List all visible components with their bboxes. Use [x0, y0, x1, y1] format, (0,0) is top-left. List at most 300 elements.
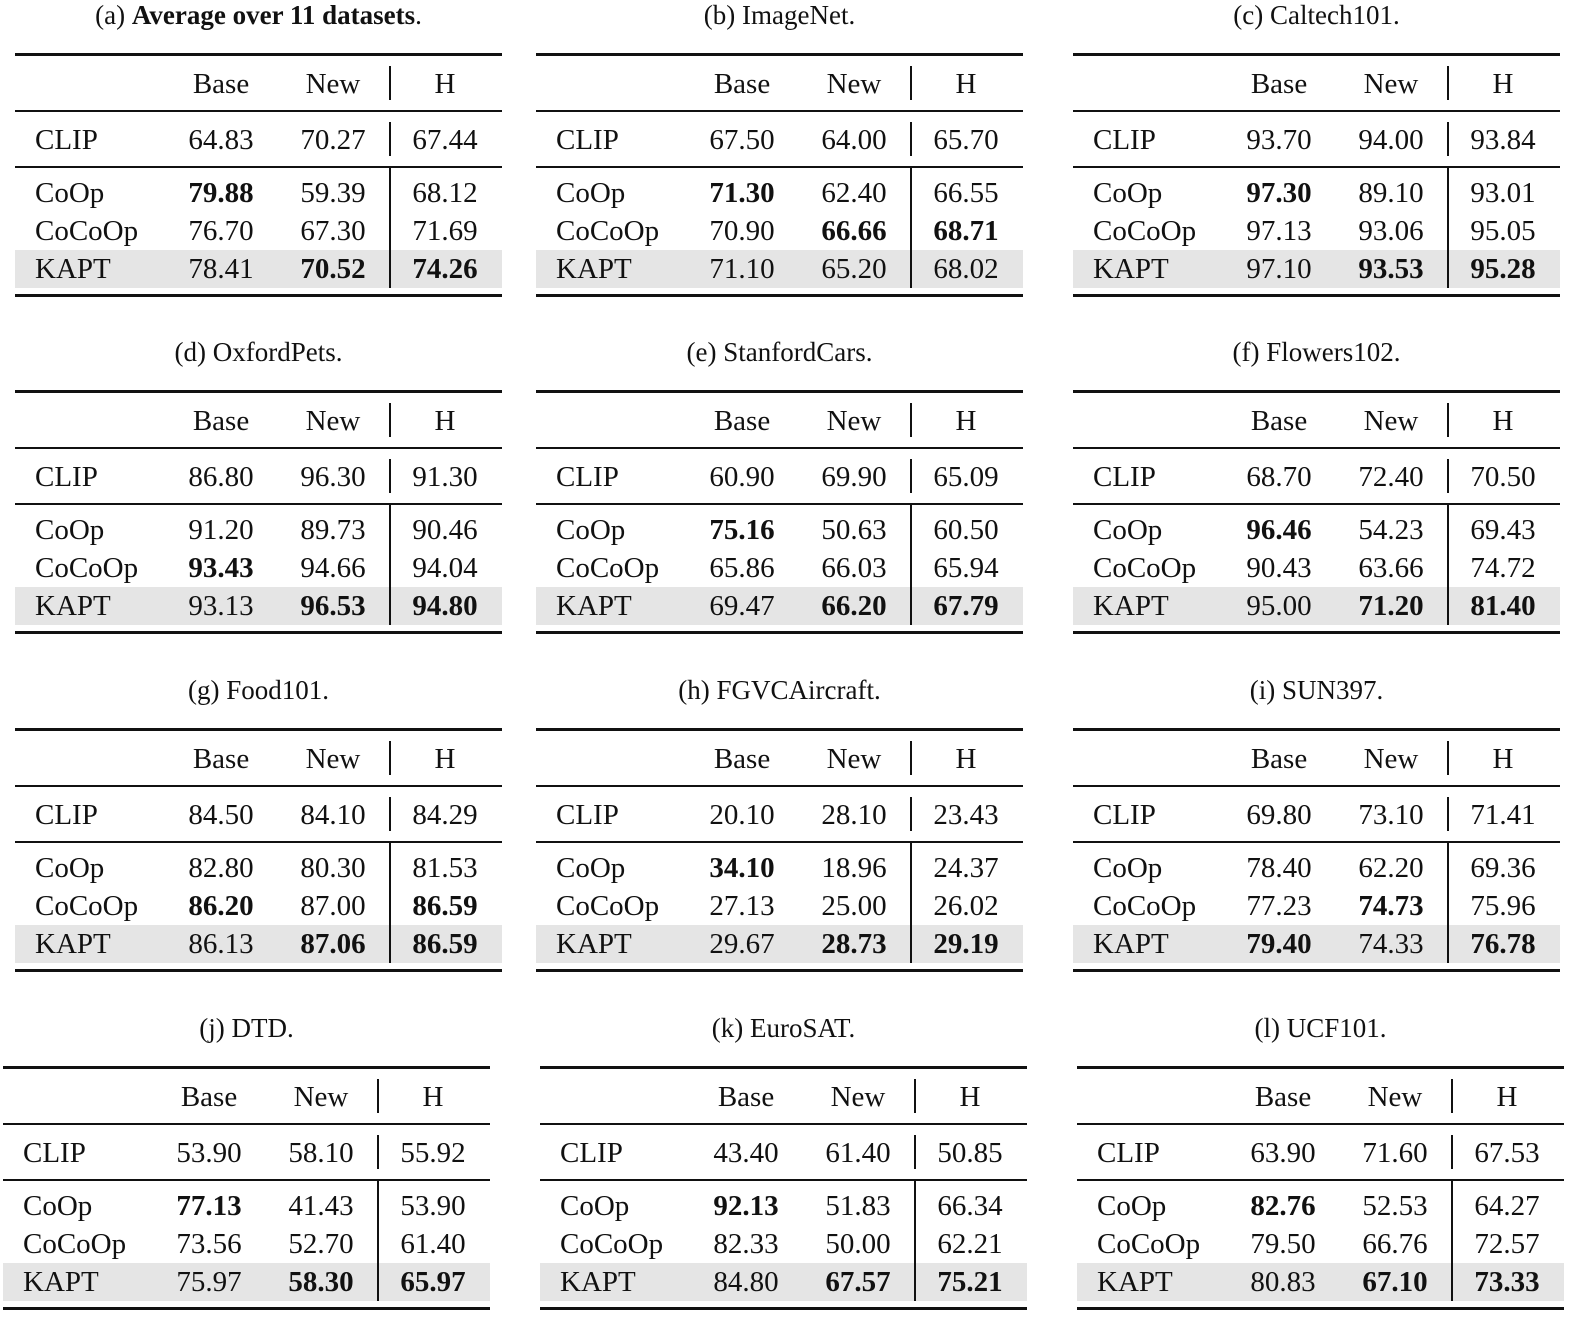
column-divider	[910, 250, 912, 288]
bottom-rule	[1073, 294, 1560, 297]
method-name: CoCoOp	[35, 552, 139, 584]
panel-caption	[15, 337, 502, 367]
value-h: 65.09	[933, 461, 999, 493]
column-header-base: Base	[180, 1081, 238, 1113]
value-h: 55.92	[400, 1137, 466, 1169]
header-row	[1073, 731, 1560, 785]
value-h: 53.90	[400, 1190, 466, 1222]
value-base: 63.90	[1250, 1137, 1316, 1169]
column-divider	[910, 587, 912, 625]
value-h: 81.40	[1470, 590, 1536, 622]
value-base: 65.86	[709, 552, 775, 584]
column-header-h: H	[959, 1081, 981, 1113]
value-base: 34.10	[709, 852, 775, 884]
caption-period: .	[1392, 0, 1400, 30]
value-h: 69.36	[1470, 852, 1536, 884]
column-divider	[389, 587, 391, 625]
column-divider	[1447, 505, 1449, 549]
panel-caption	[536, 675, 1023, 705]
bottom-rule	[536, 969, 1023, 972]
value-base: 79.40	[1246, 928, 1312, 960]
table-row-kapt	[15, 587, 502, 625]
column-divider	[1447, 403, 1449, 437]
column-header-base: Base	[717, 1081, 775, 1113]
value-h: 95.28	[1470, 253, 1536, 285]
column-divider	[910, 887, 912, 925]
value-new: 80.30	[300, 852, 366, 884]
value-new: 61.40	[825, 1137, 891, 1169]
value-base: 91.20	[188, 514, 254, 546]
table-row-clip	[1073, 112, 1560, 166]
panel-caption	[3, 1013, 490, 1043]
table-row-coop	[3, 1187, 490, 1225]
caption-period: .	[873, 675, 881, 705]
column-header-new: New	[1363, 405, 1419, 437]
results-table	[1073, 53, 1560, 297]
value-new: 28.10	[821, 799, 887, 831]
value-new: 74.33	[1358, 928, 1424, 960]
caption-title: EuroSAT	[749, 1013, 849, 1043]
method-name: KAPT	[1093, 590, 1169, 622]
value-base: 71.30	[709, 177, 775, 209]
column-header-base: Base	[713, 405, 771, 437]
bottom-rule	[540, 1307, 1027, 1310]
header-row	[15, 56, 502, 110]
method-name: CoOp	[35, 514, 105, 546]
column-header-base: Base	[192, 743, 250, 775]
value-base: 60.90	[709, 461, 775, 493]
column-divider	[1451, 1181, 1453, 1225]
column-header-new: New	[305, 405, 361, 437]
value-new: 67.10	[1362, 1266, 1428, 1298]
column-divider	[1447, 843, 1449, 887]
column-divider	[1447, 250, 1449, 288]
method-name: CLIP	[35, 799, 98, 831]
value-new: 65.20	[821, 253, 887, 285]
value-new: 66.76	[1362, 1228, 1428, 1260]
value-base: 86.13	[188, 928, 254, 960]
value-h: 93.84	[1470, 124, 1536, 156]
value-new: 70.52	[300, 253, 366, 285]
value-h: 68.12	[412, 177, 478, 209]
column-divider	[377, 1225, 379, 1263]
value-base: 84.80	[713, 1266, 779, 1298]
panel-caption	[1073, 337, 1560, 367]
header-row	[15, 393, 502, 447]
column-header-h: H	[1492, 743, 1514, 775]
value-h: 73.33	[1474, 1266, 1540, 1298]
method-name: KAPT	[35, 590, 111, 622]
method-name: CoCoOp	[556, 552, 660, 584]
header-row	[540, 1069, 1027, 1123]
table-row-coop	[536, 174, 1023, 212]
value-h: 84.29	[412, 799, 478, 831]
column-header-new: New	[293, 1081, 349, 1113]
value-base: 69.47	[709, 590, 775, 622]
value-new: 94.66	[300, 552, 366, 584]
header-row	[1073, 393, 1560, 447]
table-row-clip	[15, 449, 502, 503]
column-divider	[910, 843, 912, 887]
caption-period: .	[286, 1013, 294, 1043]
method-name: CLIP	[1093, 799, 1156, 831]
caption-title: DTD	[231, 1013, 287, 1043]
column-divider	[389, 212, 391, 250]
column-header-new: New	[826, 405, 882, 437]
column-divider	[389, 505, 391, 549]
panel-caption	[536, 0, 1023, 30]
value-h: 68.02	[933, 253, 999, 285]
column-divider	[910, 168, 912, 212]
caption-prefix: (d)	[174, 337, 213, 367]
method-name: CoOp	[1093, 514, 1163, 546]
bottom-rule	[1077, 1307, 1564, 1310]
column-divider	[389, 168, 391, 212]
table-row-kapt	[1073, 925, 1560, 963]
value-base: 78.41	[188, 253, 254, 285]
column-divider	[389, 925, 391, 963]
value-base: 27.13	[709, 890, 775, 922]
value-new: 87.00	[300, 890, 366, 922]
method-name: CLIP	[35, 124, 98, 156]
caption-title: Flowers102	[1266, 337, 1394, 367]
value-h: 67.53	[1474, 1137, 1540, 1169]
value-base: 97.13	[1246, 215, 1312, 247]
value-h: 71.69	[412, 215, 478, 247]
value-new: 70.27	[300, 124, 366, 156]
table-row-coop	[1077, 1187, 1564, 1225]
value-h: 65.97	[400, 1266, 466, 1298]
header-row	[536, 56, 1023, 110]
column-header-h: H	[955, 743, 977, 775]
value-base: 97.30	[1246, 177, 1312, 209]
value-h: 86.59	[412, 890, 478, 922]
column-header-base: Base	[1250, 743, 1308, 775]
column-header-base: Base	[713, 68, 771, 100]
table-row-clip	[540, 1125, 1027, 1179]
results-table	[1073, 390, 1560, 634]
caption-prefix: (h)	[678, 675, 717, 705]
value-base: 43.40	[713, 1137, 779, 1169]
column-header-new: New	[305, 743, 361, 775]
value-h: 61.40	[400, 1228, 466, 1260]
results-table	[1077, 1066, 1564, 1310]
value-base: 70.90	[709, 215, 775, 247]
value-new: 94.00	[1358, 124, 1424, 156]
value-new: 62.20	[1358, 852, 1424, 884]
column-header-new: New	[1363, 68, 1419, 100]
column-divider	[914, 1263, 916, 1301]
table-row-cocoop	[15, 887, 502, 925]
table-row-cocoop	[15, 212, 502, 250]
method-name: CoOp	[560, 1190, 630, 1222]
method-name: CoCoOp	[560, 1228, 664, 1260]
column-header-new: New	[826, 743, 882, 775]
column-divider	[910, 549, 912, 587]
column-header-new: New	[830, 1081, 886, 1113]
value-base: 68.70	[1246, 461, 1312, 493]
results-table	[3, 1066, 490, 1310]
results-table	[1073, 728, 1560, 972]
caption-title: FGVCAircraft	[716, 675, 874, 705]
column-header-h: H	[955, 68, 977, 100]
column-divider	[910, 741, 912, 775]
value-base: 75.97	[176, 1266, 242, 1298]
caption-prefix: (a)	[95, 0, 132, 30]
column-header-h: H	[434, 405, 456, 437]
header-row	[536, 393, 1023, 447]
method-name: KAPT	[556, 253, 632, 285]
bottom-rule	[1073, 969, 1560, 972]
table-row-kapt	[15, 250, 502, 288]
method-name: CLIP	[556, 124, 619, 156]
value-new: 41.43	[288, 1190, 354, 1222]
panel-caption	[536, 337, 1023, 367]
method-name: CoCoOp	[23, 1228, 127, 1260]
bottom-rule	[536, 631, 1023, 634]
value-h: 75.21	[937, 1266, 1003, 1298]
value-new: 51.83	[825, 1190, 891, 1222]
value-new: 89.73	[300, 514, 366, 546]
value-new: 66.66	[821, 215, 887, 247]
table-row-coop	[536, 511, 1023, 549]
value-new: 25.00	[821, 890, 887, 922]
column-divider	[1447, 741, 1449, 775]
value-base: 93.70	[1246, 124, 1312, 156]
value-h: 66.34	[937, 1190, 1003, 1222]
column-header-base: Base	[1254, 1081, 1312, 1113]
value-new: 58.30	[288, 1266, 354, 1298]
value-new: 50.63	[821, 514, 887, 546]
method-name: CoOp	[1093, 852, 1163, 884]
caption-prefix: (i)	[1249, 675, 1282, 705]
value-h: 86.59	[412, 928, 478, 960]
value-new: 71.20	[1358, 590, 1424, 622]
value-h: 95.05	[1470, 215, 1536, 247]
column-divider	[1447, 549, 1449, 587]
table-row-coop	[540, 1187, 1027, 1225]
value-base: 86.80	[188, 461, 254, 493]
value-base: 79.50	[1250, 1228, 1316, 1260]
method-name: KAPT	[556, 928, 632, 960]
header-row	[3, 1069, 490, 1123]
column-divider	[377, 1181, 379, 1225]
panel-caption	[1073, 675, 1560, 705]
value-new: 59.39	[300, 177, 366, 209]
column-header-h: H	[434, 743, 456, 775]
caption-period: .	[335, 337, 343, 367]
table-row-kapt	[1073, 587, 1560, 625]
value-base: 86.20	[188, 890, 254, 922]
header-row	[1073, 56, 1560, 110]
column-divider	[377, 1263, 379, 1301]
column-divider	[389, 741, 391, 775]
value-h: 24.37	[933, 852, 999, 884]
value-new: 96.53	[300, 590, 366, 622]
column-divider	[1451, 1079, 1453, 1113]
value-new: 64.00	[821, 124, 887, 156]
table-row-cocoop	[536, 887, 1023, 925]
method-name: KAPT	[23, 1266, 99, 1298]
table-row-cocoop	[3, 1225, 490, 1263]
column-header-h: H	[955, 405, 977, 437]
column-header-base: Base	[1250, 68, 1308, 100]
column-divider	[910, 459, 912, 493]
caption-period: .	[322, 675, 329, 705]
value-base: 20.10	[709, 799, 775, 831]
value-h: 60.50	[933, 514, 999, 546]
table-row-clip	[536, 449, 1023, 503]
value-base: 75.16	[709, 514, 775, 546]
table-row-cocoop	[1073, 887, 1560, 925]
panel-caption	[1073, 0, 1560, 30]
table-row-kapt	[15, 925, 502, 963]
value-h: 23.43	[933, 799, 999, 831]
method-name: CoCoOp	[1093, 215, 1197, 247]
column-divider	[1447, 797, 1449, 831]
table-row-clip	[3, 1125, 490, 1179]
value-base: 80.83	[1250, 1266, 1316, 1298]
column-header-new: New	[1367, 1081, 1423, 1113]
column-divider	[914, 1225, 916, 1263]
column-divider	[389, 843, 391, 887]
value-new: 93.53	[1358, 253, 1424, 285]
results-table	[536, 728, 1023, 972]
caption-period: .	[1393, 337, 1401, 367]
value-base: 76.70	[188, 215, 254, 247]
caption-title: ImageNet	[742, 0, 849, 30]
method-name: CoOp	[23, 1190, 93, 1222]
column-header-base: Base	[1250, 405, 1308, 437]
caption-prefix: (e)	[686, 337, 724, 367]
value-h: 50.85	[937, 1137, 1003, 1169]
value-base: 96.46	[1246, 514, 1312, 546]
table-row-coop	[15, 849, 502, 887]
caption-prefix: (c)	[1233, 0, 1270, 30]
table-row-coop	[15, 174, 502, 212]
caption-prefix: (k)	[711, 1013, 750, 1043]
value-new: 54.23	[1358, 514, 1424, 546]
table-row-kapt	[3, 1263, 490, 1301]
column-divider	[389, 250, 391, 288]
column-divider	[389, 549, 391, 587]
column-divider	[910, 505, 912, 549]
value-h: 65.70	[933, 124, 999, 156]
method-name: CoCoOp	[35, 215, 139, 247]
caption-period: .	[865, 337, 873, 367]
table-row-cocoop	[536, 549, 1023, 587]
value-h: 70.50	[1470, 461, 1536, 493]
caption-period: .	[848, 1013, 856, 1043]
column-divider	[910, 212, 912, 250]
value-base: 53.90	[176, 1137, 242, 1169]
column-divider	[1447, 66, 1449, 100]
column-divider	[1447, 587, 1449, 625]
value-new: 52.70	[288, 1228, 354, 1260]
value-base: 84.50	[188, 799, 254, 831]
table-row-coop	[1073, 849, 1560, 887]
column-divider	[910, 122, 912, 156]
panel-caption	[540, 1013, 1027, 1043]
caption-period: .	[1379, 1013, 1387, 1043]
method-name: CLIP	[556, 461, 619, 493]
method-name: CoCoOp	[556, 890, 660, 922]
value-new: 93.06	[1358, 215, 1424, 247]
value-new: 63.66	[1358, 552, 1424, 584]
column-divider	[1447, 168, 1449, 212]
value-h: 64.27	[1474, 1190, 1540, 1222]
value-h: 62.21	[937, 1228, 1003, 1260]
column-divider	[914, 1079, 916, 1113]
table-row-cocoop	[1073, 549, 1560, 587]
method-name: CoCoOp	[556, 215, 660, 247]
column-divider	[910, 403, 912, 437]
table-row-kapt	[1077, 1263, 1564, 1301]
table-row-cocoop	[540, 1225, 1027, 1263]
column-divider	[914, 1181, 916, 1225]
bottom-rule	[3, 1307, 490, 1310]
table-row-clip	[536, 787, 1023, 841]
value-new: 89.10	[1358, 177, 1424, 209]
method-name: KAPT	[556, 590, 632, 622]
table-row-kapt	[536, 925, 1023, 963]
column-divider	[389, 887, 391, 925]
caption-period: .	[415, 0, 422, 30]
value-h: 75.96	[1470, 890, 1536, 922]
method-name: CoCoOp	[1093, 890, 1197, 922]
table-row-coop	[1073, 511, 1560, 549]
value-base: 77.23	[1246, 890, 1312, 922]
table-row-kapt	[536, 250, 1023, 288]
column-divider	[377, 1079, 379, 1113]
column-divider	[914, 1135, 916, 1169]
value-h: 94.04	[412, 552, 478, 584]
column-divider	[1447, 212, 1449, 250]
caption-period: .	[848, 0, 856, 30]
table-row-cocoop	[536, 212, 1023, 250]
value-new: 28.73	[821, 928, 887, 960]
bottom-rule	[15, 294, 502, 297]
method-name: CLIP	[23, 1137, 86, 1169]
value-new: 66.20	[821, 590, 887, 622]
column-header-new: New	[826, 68, 882, 100]
method-name: KAPT	[560, 1266, 636, 1298]
value-h: 74.26	[412, 253, 478, 285]
method-name: CoOp	[556, 177, 626, 209]
results-table	[15, 728, 502, 972]
column-header-h: H	[1492, 68, 1514, 100]
value-new: 58.10	[288, 1137, 354, 1169]
value-h: 29.19	[933, 928, 999, 960]
method-name: KAPT	[1093, 928, 1169, 960]
value-base: 93.43	[188, 552, 254, 584]
caption-title: Food101	[226, 675, 323, 705]
value-h: 67.79	[933, 590, 999, 622]
value-h: 76.78	[1470, 928, 1536, 960]
value-base: 82.33	[713, 1228, 779, 1260]
value-base: 73.56	[176, 1228, 242, 1260]
value-new: 67.57	[825, 1266, 891, 1298]
column-divider	[1451, 1135, 1453, 1169]
method-name: CoOp	[556, 852, 626, 884]
method-name: CoOp	[1097, 1190, 1167, 1222]
table-row-clip	[1073, 787, 1560, 841]
value-h: 66.55	[933, 177, 999, 209]
caption-prefix: (g)	[187, 675, 227, 705]
caption-period: .	[1376, 675, 1384, 705]
method-name: CLIP	[1093, 461, 1156, 493]
table-row-clip	[15, 112, 502, 166]
